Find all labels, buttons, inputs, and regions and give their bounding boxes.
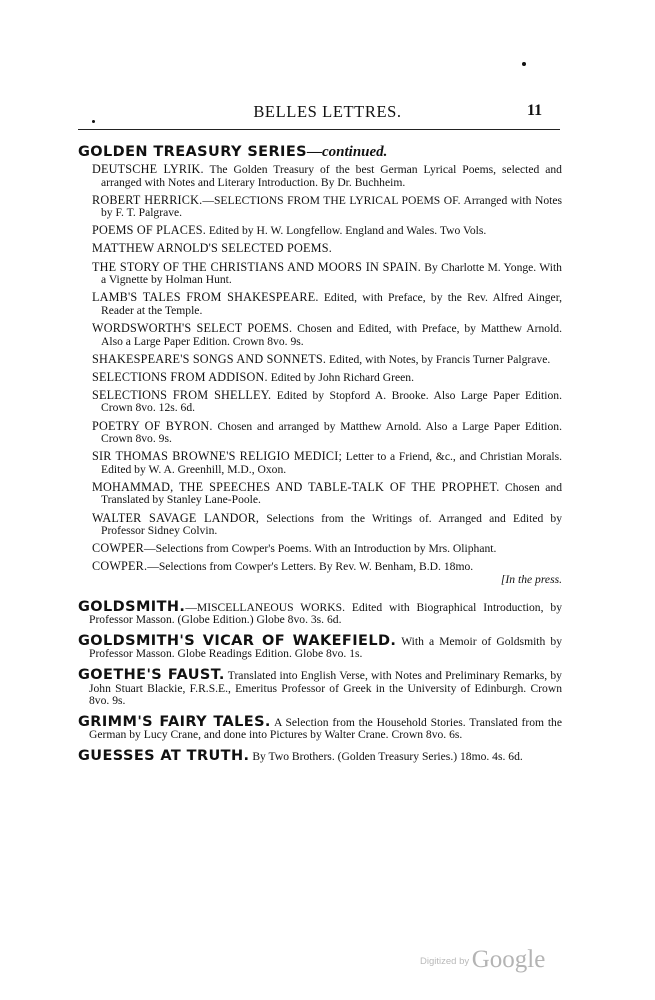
list-item bbox=[90, 242, 562, 256]
entry-title: GRIMM'S FAIRY TALES. bbox=[78, 713, 271, 730]
list-item bbox=[90, 512, 562, 538]
entry-title: COWPER bbox=[92, 541, 144, 556]
entry-title: GUESSES AT TRUTH. bbox=[78, 747, 250, 764]
entry-title: SELECTIONS FROM ADDISON. bbox=[92, 369, 268, 384]
entry-title: ROBERT HERRICK. bbox=[92, 192, 203, 207]
header-rule bbox=[78, 129, 560, 130]
page-content bbox=[78, 144, 562, 771]
list-item bbox=[90, 450, 562, 476]
entry-text: A Selection from the Household Stories. Translated from the German by Lucy Crane, and done into Pictures by Walter Crane. Crown 8vo. 6s. bbox=[89, 715, 562, 742]
entry-title: DEUTSCHE LYRIK. bbox=[92, 162, 204, 176]
list-item bbox=[90, 224, 562, 238]
entry-title: GOETHE'S FAUST. bbox=[78, 666, 225, 683]
entry-text: By Charlotte M. Yonge. With a Vignette by Holman Hunt. bbox=[101, 260, 562, 287]
list-item bbox=[90, 389, 562, 415]
list-item bbox=[90, 542, 562, 556]
series-heading bbox=[78, 144, 562, 161]
entry-title: COWPER. bbox=[92, 559, 148, 574]
list-item bbox=[90, 261, 562, 287]
entry-title: POEMS OF PLACES. bbox=[92, 223, 206, 238]
entry-title: SIR THOMAS BROWNE'S RELIGIO MEDICI; bbox=[92, 449, 343, 464]
list-item bbox=[90, 481, 562, 507]
entry-text: By Two Brothers. (Golden Treasury Series.) 18mo. 4s. 6d. bbox=[252, 749, 523, 763]
entry-text: —Selections from Cowper's Poems. With an Introduction by Mrs. Oliphant. bbox=[144, 542, 497, 556]
entry-title: WORDSWORTH'S SELECT POEMS. bbox=[92, 320, 293, 335]
entry-title: SHAKESPEARE'S SONGS AND SONNETS. bbox=[92, 351, 327, 366]
main-entry bbox=[78, 713, 562, 742]
entry-text: —Selections from Cowper's Letters. By Rev. W. Benham, B.D. 18mo. bbox=[147, 560, 474, 574]
entry-text: Chosen and Edited, with Preface, by Matthew Arnold. Also a Large Paper Edition. Crown 8vo. 9s. bbox=[101, 321, 562, 348]
main-entry bbox=[78, 747, 562, 764]
entry-title: POETRY OF BYRON. bbox=[92, 418, 213, 433]
entry-text: The Golden Treasury of the best German Lyrical Poems, selected and arranged with Notes and Literary Introduction. By Dr. Buchheim. bbox=[101, 163, 562, 189]
main-entry bbox=[78, 666, 562, 708]
series-continued: —continued. bbox=[306, 144, 388, 160]
list-item bbox=[90, 322, 562, 348]
entry-title: LAMB'S TALES FROM SHAKESPEARE. bbox=[92, 290, 319, 305]
entry-text: Edited, with Notes, by Francis Turner Palgrave. bbox=[329, 352, 551, 366]
list-item bbox=[90, 194, 562, 220]
list-item bbox=[90, 560, 562, 586]
entry-text: With a Memoir of Goldsmith by Professor Masson. Globe Readings Edition. Globe 8vo. 1s. bbox=[89, 634, 562, 661]
entry-note: [In the press. bbox=[500, 572, 562, 586]
list-item bbox=[90, 353, 562, 367]
digitized-watermark bbox=[420, 946, 545, 974]
series-title: GOLDEN TREASURY SERIES bbox=[78, 144, 307, 160]
entry-text: Edited by H. W. Longfellow. England and Wales. Two Vols. bbox=[208, 224, 487, 238]
list-item bbox=[90, 163, 562, 189]
entry-text: —MISCELLANEOUS WORKS. Edited with Biographical Introduction, by Professor Masson. (Globe Edition.) Globe 8vo. 3s. 6d. bbox=[89, 600, 562, 627]
ink-speck bbox=[522, 62, 526, 66]
entry-text: —SELECTIONS FROM THE LYRICAL POEMS OF. Arranged with Notes by F. T. Palgrave. bbox=[101, 193, 562, 220]
entry-title: GOLDSMITH'S VICAR OF WAKEFIELD. bbox=[78, 632, 397, 649]
entry-text: Edited, with Preface, by the Rev. Alfred Ainger, Reader at the Temple. bbox=[101, 291, 562, 317]
entry-title: THE STORY OF THE CHRISTIANS AND MOORS IN SPAIN. bbox=[92, 259, 421, 274]
watermark-prefix: Digitized by bbox=[420, 956, 470, 967]
entry-title: GOLDSMITH. bbox=[78, 598, 186, 615]
entry-title: MATTHEW ARNOLD'S SELECTED POEMS. bbox=[92, 241, 332, 256]
entry-text: Selections from the Writings of. Arranged and Edited by Professor Sidney Colvin. bbox=[101, 511, 562, 538]
entry-text: Edited by John Richard Green. bbox=[270, 370, 414, 384]
entry-title: MOHAMMAD, THE SPEECHES AND TABLE-TALK OF THE PROPHET. bbox=[92, 479, 500, 494]
entry-text: Edited by Stopford A. Brooke. Also Large Paper Edition. Crown 8vo. 12s. 6d. bbox=[101, 388, 562, 415]
entry-text: Chosen and Translated by Stanley Lane-Poole. bbox=[101, 480, 562, 507]
main-entry bbox=[78, 632, 562, 661]
list-item bbox=[90, 371, 562, 385]
entry-title: SELECTIONS FROM SHELLEY. bbox=[92, 387, 272, 402]
entry-text: Letter to a Friend, &c., and Christian Morals. Edited by W. A. Greenhill, M.D., Oxon. bbox=[101, 450, 562, 476]
entry-text: Chosen and arranged by Matthew Arnold. Also a Large Paper Edition. Crown 8vo. 9s. bbox=[101, 419, 562, 446]
list-item bbox=[90, 420, 562, 446]
running-title: BELLES LETTRES. bbox=[253, 102, 402, 121]
list-item bbox=[90, 291, 562, 317]
watermark-brand: Google bbox=[471, 946, 546, 973]
entry-text: Translated into English Verse, with Notes and Preliminary Remarks, by John Stuart Blackie, F.R.S.E., Emeritus Professor of Greek in the University of Edinburgh. Crown 8vo. 9s. bbox=[89, 668, 562, 708]
entry-title: WALTER SAVAGE LANDOR, bbox=[92, 510, 260, 525]
page-number: 11 bbox=[527, 102, 543, 119]
main-entry bbox=[78, 598, 562, 627]
